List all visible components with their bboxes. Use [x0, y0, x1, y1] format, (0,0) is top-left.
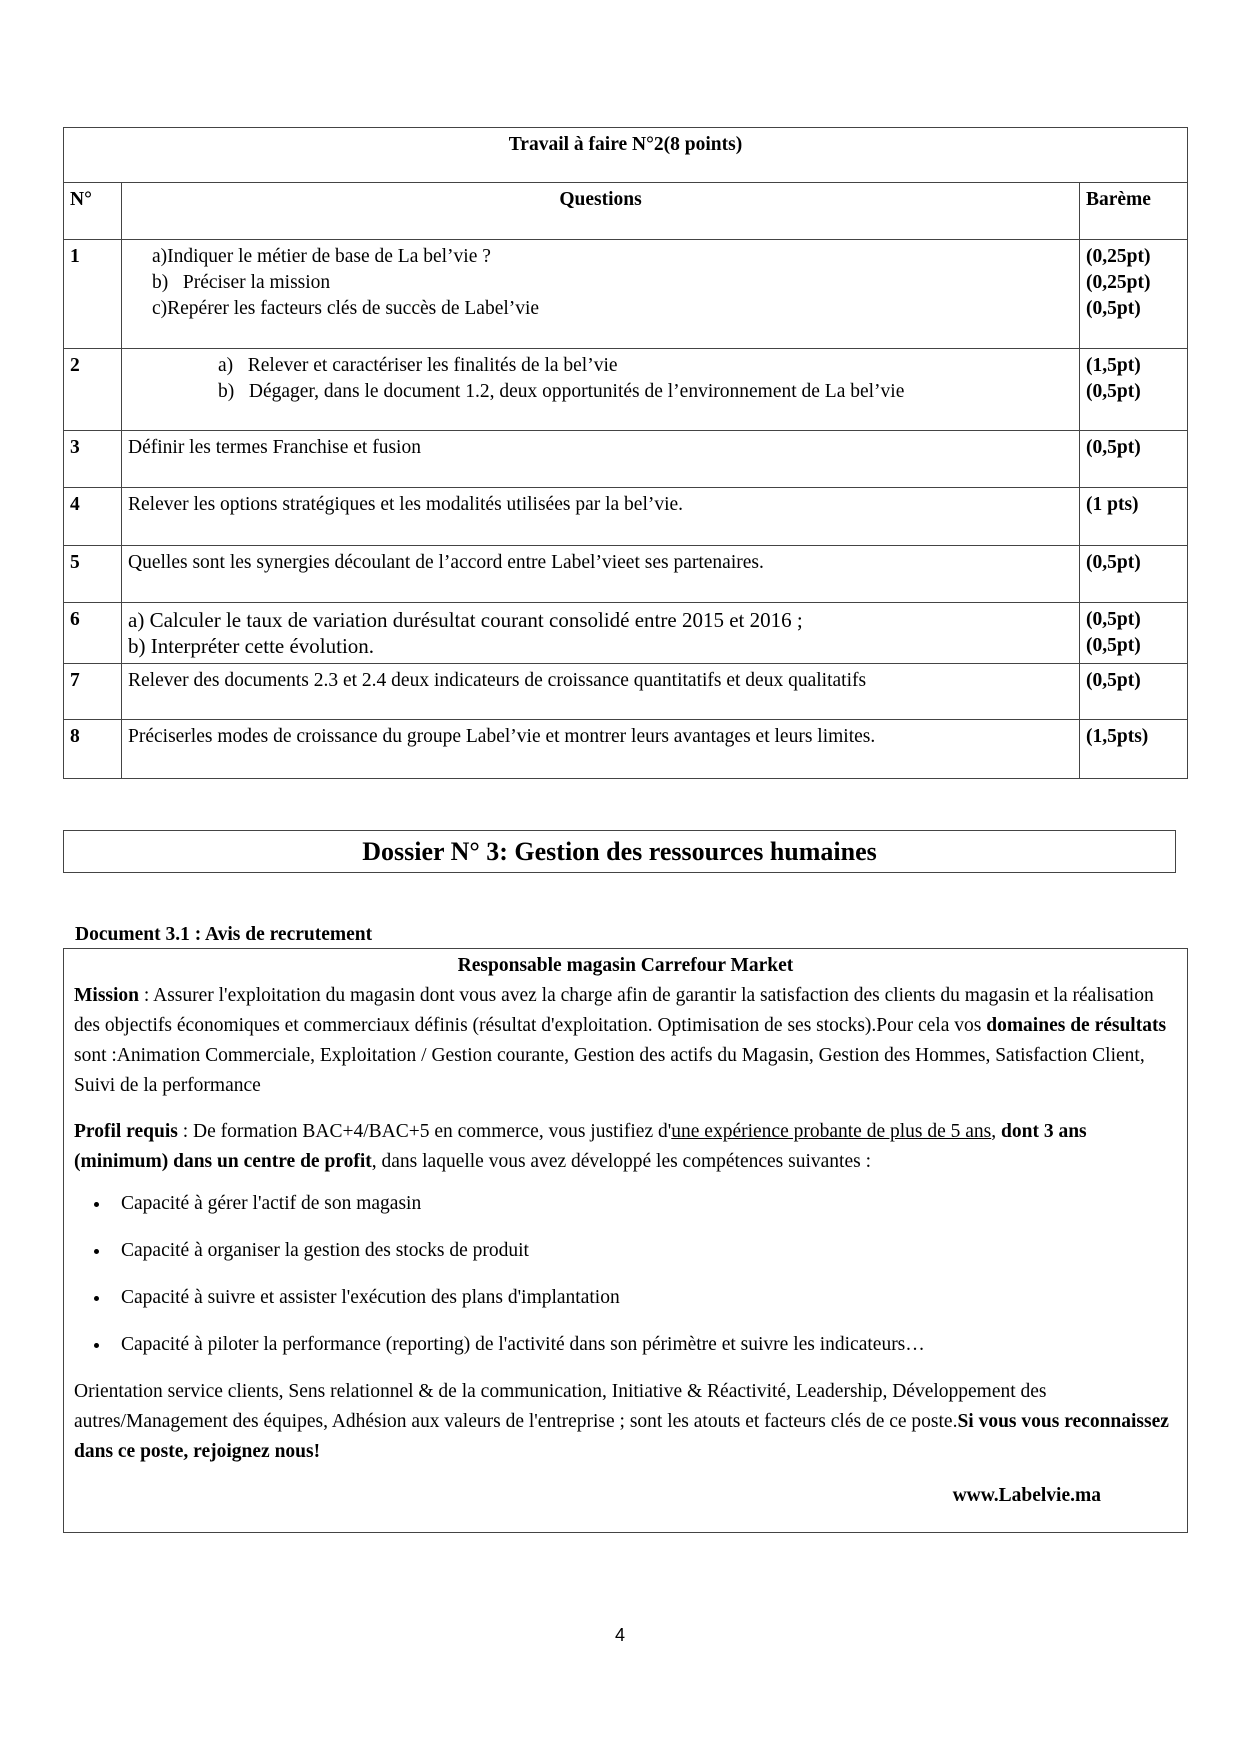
- row-number: 5: [64, 546, 122, 603]
- mission-paragraph: [74, 981, 1177, 1101]
- table-row: [64, 720, 1188, 779]
- question-line: b) Interpréter cette évolution.: [128, 634, 375, 658]
- row-points: [1079, 664, 1187, 720]
- points-value: (0,25pt): [1085, 246, 1151, 267]
- row-question: [122, 431, 1080, 488]
- points-value: (1 pts): [1085, 494, 1139, 515]
- profile-underlined: une expérience probante de plus de 5 ans: [671, 1121, 992, 1142]
- row-points: [1079, 546, 1187, 603]
- document-label: Document 3.1 : Avis de recrutement: [75, 924, 373, 945]
- header-number: N°: [64, 183, 122, 240]
- points-value: (0,5pt): [1085, 609, 1141, 630]
- points-value: (0,5pt): [1085, 381, 1141, 402]
- questions-table: [63, 127, 1188, 779]
- table-row: [64, 488, 1188, 546]
- profile-sep: ,: [991, 1121, 1002, 1142]
- question-line: a) Relever et caractériser les finalités de la bel’vie: [218, 355, 618, 376]
- row-number: 8: [64, 720, 122, 779]
- mission-label: Mission: [74, 985, 140, 1006]
- points-value: (0,5pt): [1085, 552, 1141, 573]
- mission-text-2: sont :Animation Commerciale, Exploitation / Gestion courante, Gestion des actifs du Magasin, Gestion des Hommes, Satisfaction Client, Suivi de la performance: [74, 1045, 1145, 1096]
- points-value: (0,5pt): [1085, 635, 1141, 656]
- points-value: (0,25pt): [1085, 272, 1151, 293]
- header-questions: Questions: [122, 183, 1080, 240]
- points-value: (0,5pt): [1085, 437, 1141, 458]
- row-points: [1079, 349, 1187, 431]
- question-line: Quelles sont les synergies découlant de l’accord entre Label’vieet ses partenaires.: [128, 552, 764, 573]
- points-value: (0,5pt): [1085, 670, 1141, 691]
- question-line: Préciserles modes de croissance du groupe Label’vie et montrer leurs avantages et leurs limites.: [128, 726, 876, 747]
- row-number: 2: [64, 349, 122, 431]
- mission-text: : Assurer l'exploitation du magasin dont vous avez la charge afin de garantir la satisfaction des clients du magasin et la réalisation des objectifs économiques et commerciaux définis (résultat d'exploitation. Optimisation de ses stocks).Pour cela vos: [74, 985, 1154, 1036]
- points-value: (1,5pts): [1085, 726, 1149, 747]
- profile-bold: dont 3 ans (minimum) dans un centre de profit: [74, 1121, 1087, 1172]
- website-link[interactable]: www.Labelvie.ma: [952, 1485, 1101, 1506]
- list-item: • Capacité à piloter la performance (reporting) de l'activité dans son périmètre et suivre les indicateurs…: [111, 1330, 1177, 1360]
- profile-text-3: , dans laquelle vous avez développé les compétences suivantes :: [371, 1151, 871, 1172]
- table-row: [64, 431, 1188, 488]
- row-number: 3: [64, 431, 122, 488]
- row-question: [122, 240, 1080, 349]
- row-question: [122, 488, 1080, 546]
- profile-label: Profil requis: [74, 1121, 178, 1142]
- page-number: 4: [614, 1625, 625, 1645]
- row-points: [1079, 240, 1187, 349]
- profile-text: : De formation BAC+4/BAC+5 en commerce, vous justifiez d': [177, 1121, 672, 1142]
- points-value: (0,5pt): [1085, 298, 1141, 319]
- table-row: [64, 349, 1188, 431]
- question-line: Relever les options stratégiques et les modalités utilisées par la bel’vie.: [128, 494, 684, 515]
- points-value: (1,5pt): [1085, 355, 1141, 376]
- notice-heading: Responsable magasin Carrefour Market: [457, 955, 794, 976]
- row-points: [1079, 603, 1187, 664]
- row-question: [122, 603, 1080, 664]
- question-line: b) Préciser la mission: [152, 272, 331, 293]
- row-points: [1079, 720, 1187, 779]
- table-title: Travail à faire N°2(8 points): [64, 128, 1188, 183]
- skills-list: [74, 1189, 1177, 1360]
- mission-bold: domaines de résultats: [986, 1015, 1167, 1036]
- table-row: [64, 664, 1188, 720]
- table-row: [64, 546, 1188, 603]
- row-question: [122, 720, 1080, 779]
- list-item: • Capacité à suivre et assister l'exécution des plans d'implantation: [111, 1283, 1177, 1313]
- row-points: [1079, 431, 1187, 488]
- question-line: a) Calculer le taux de variation durésultat courant consolidé entre 2015 et 2016 ;: [128, 608, 803, 632]
- closing-bold: Si vous vous reconnaissez dans ce poste, rejoignez nous!: [74, 1411, 1169, 1462]
- row-number: 6: [64, 603, 122, 664]
- row-number: 7: [64, 664, 122, 720]
- dossier-title: Dossier N° 3: Gestion des ressources humaines: [63, 830, 1176, 873]
- question-line: Relever des documents 2.3 et 2.4 deux indicateurs de croissance quantitatifs et deux qualitatifs: [128, 670, 867, 691]
- list-item: • Capacité à organiser la gestion des stocks de produit: [111, 1236, 1177, 1266]
- question-line: Définir les termes Franchise et fusion: [128, 437, 421, 458]
- question-line: b) Dégager, dans le document 1.2, deux opportunités de l’environnement de La bel’vie: [218, 381, 905, 402]
- list-item: • Capacité à gérer l'actif de son magasin: [111, 1189, 1177, 1219]
- row-question: [122, 349, 1080, 431]
- row-question: [122, 546, 1080, 603]
- closing-paragraph: [74, 1377, 1177, 1467]
- question-line: c)Repérer les facteurs clés de succès de Label’vie: [152, 298, 540, 319]
- closing-text: Orientation service clients, Sens relationnel & de la communication, Initiative & Réactivité, Leadership, Développement des autres/Management des équipes, Adhésion aux valeurs de l'entreprise ; sont les atouts et facteurs clés de ce poste.: [74, 1381, 1047, 1432]
- table-row: [64, 603, 1188, 664]
- row-question: [122, 664, 1080, 720]
- profile-paragraph: [74, 1117, 1177, 1177]
- row-points: [1079, 488, 1187, 546]
- header-bareme: Barème: [1079, 183, 1187, 240]
- row-number: 4: [64, 488, 122, 546]
- recruitment-notice: [63, 948, 1188, 1533]
- table-row: [64, 240, 1188, 349]
- row-number: 1: [64, 240, 122, 349]
- question-line: a)Indiquer le métier de base de La bel’vie ?: [152, 246, 491, 267]
